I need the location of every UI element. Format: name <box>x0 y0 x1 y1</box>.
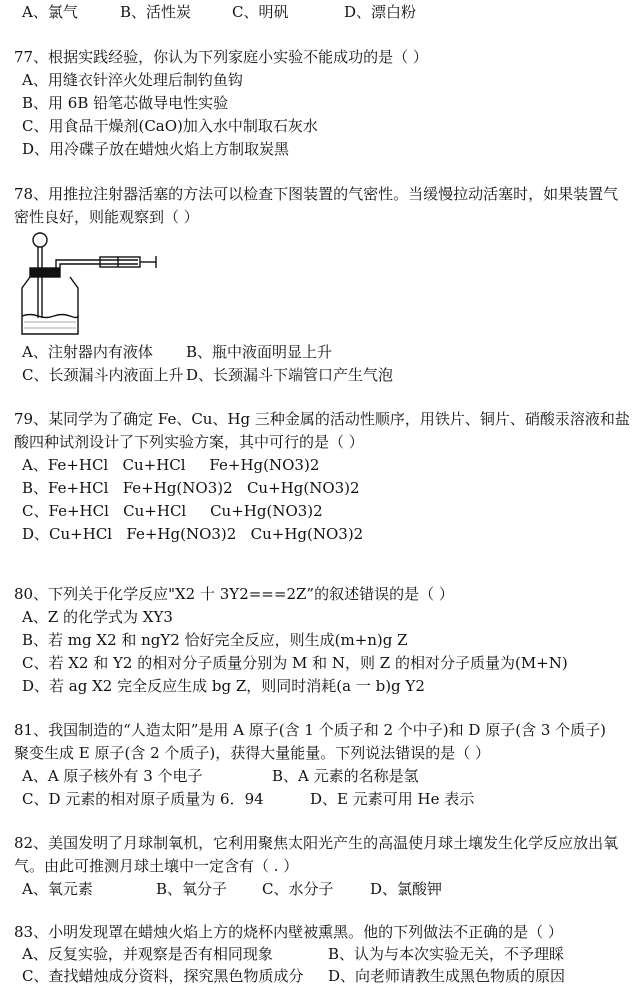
q82-option-d: D、氯酸钾 <box>370 880 443 898</box>
q83-option-b: B、认为与本次实验无关，不予理睬 <box>328 945 565 963</box>
apparatus-diagram <box>18 230 158 338</box>
q79-option-a: A、Fe+HCl Cu+HCl Fe+Hg(NO3)2 <box>22 456 320 474</box>
q80-stem: 80、下列关于化学反应"X2 十 3Y2===2Z”的叙述错误的是（ ） <box>14 585 454 603</box>
q79-option-c: C、Fe+HCl Cu+HCl Cu+Hg(NO3)2 <box>22 502 323 520</box>
q81-option-d: D、E 元素可用 He 表示 <box>310 790 475 808</box>
q82-options <box>22 879 442 899</box>
q78-options-row2 <box>22 365 393 385</box>
q82-stem-line1: 82、美国发明了月球制氧机，它利用聚焦太阳光产生的高温使月球土壤发生化学反应放出氧 <box>14 834 619 852</box>
q83-option-c: C、查找蜡烛成分资料，探究黑色物质成分 <box>22 967 304 985</box>
funnel-bulb <box>33 233 47 247</box>
q78-stem-line1: 78、用推拉注射器活塞的方法可以检查下图装置的气密性。当缓慢拉动活塞时，如果装置气 <box>14 185 619 203</box>
q82-option-b: B、氧分子 <box>156 880 228 898</box>
q81-stem-line2: 聚变生成 E 原子(含 2 个质子)，获得大量能量。下列说法错误的是（ ） <box>14 744 491 762</box>
q82-stem-line2: 气。由此可推测月球土壤中一定含有（ . ） <box>14 857 299 875</box>
q82-option-c: C、水分子 <box>262 880 334 898</box>
q83-option-a: A、反复实验，并观察是否有相同现象 <box>22 945 273 963</box>
q77-stem: 77、根据实践经验，你认为下列家庭小实验不能成功的是（ ） <box>14 48 428 66</box>
q81-options-row2 <box>22 789 474 809</box>
q81-option-b: B、A 元素的名称是氢 <box>272 767 419 785</box>
q83-options-row2 <box>22 966 565 986</box>
liquid-surface <box>22 315 78 318</box>
syringe-barrel <box>100 257 140 267</box>
q78-stem-line2: 密性良好，则能观察到（ ） <box>14 208 199 226</box>
q83-option-d: D、向老师请教生成黑色物质的原因 <box>328 967 566 985</box>
q79-option-b: B、Fe+HCl Fe+Hg(NO3)2 Cu+Hg(NO3)2 <box>22 479 360 497</box>
q76-option-d: D、漂白粉 <box>344 3 417 21</box>
q76-option-c: C、明矾 <box>232 3 289 21</box>
q78-options-row1 <box>22 342 332 362</box>
q81-stem-line1: 81、我国制造的“人造太阳”是用 A 原子(含 1 个质子和 2 个中子)和 D 原子(含 3 个质子) <box>14 721 607 739</box>
q83-options-row1 <box>22 944 564 964</box>
q76-option-b: B、活性炭 <box>120 3 192 21</box>
q76-option-a: A、氯气 <box>22 3 78 21</box>
q76-options <box>22 2 416 22</box>
q77-option-a: A、用缝衣针淬火处理后制钓鱼钩 <box>22 71 243 89</box>
q80-option-d: D、若 ag X2 完全反应生成 bg Z，则同时消耗(a 一 b)g Y2 <box>22 677 425 695</box>
q77-option-b: B、用 6B 铅笔芯做导电性实验 <box>22 94 229 112</box>
q80-option-c: C、若 X2 和 Y2 的相对分子质量分别为 M 和 N，则 Z 的相对分子质量为(M+N) <box>22 654 568 672</box>
q77-option-d: D、用冷碟子放在蜡烛火焰上方制取炭黑 <box>22 140 290 158</box>
q82-option-a: A、氧元素 <box>22 880 93 898</box>
q83-stem: 83、小明发现罩在蜡烛火焰上方的烧杯内壁被熏黑。他的下列做法不正确的是（ ） <box>14 923 563 941</box>
q78-option-c: C、长颈漏斗内液面上升 <box>22 366 184 384</box>
bottle <box>22 277 78 334</box>
q81-option-c: C、D 元素的相对原子质量为 6．94 <box>22 790 264 808</box>
q78-option-b: B、瓶中液面明显上升 <box>186 343 333 361</box>
q79-stem-line1: 79、某同学为了确定 Fe、Cu、Hg 三种金属的活动性顺序，用铁片、铜片、硝酸汞溶液和盐 <box>14 410 630 428</box>
stopper <box>30 268 60 277</box>
q81-options-row1 <box>22 766 419 786</box>
q78-option-a: A、注射器内有液体 <box>22 343 153 361</box>
q80-option-a: A、Z 的化学式为 XY3 <box>22 608 173 626</box>
q79-stem-line2: 酸四种试剂设计了下列实验方案，其中可行的是（ ） <box>14 433 364 451</box>
q81-option-a: A、A 原子核外有 3 个电子 <box>22 767 203 785</box>
q77-option-c: C、用食品干燥剂(CaO)加入水中制取石灰水 <box>22 117 318 135</box>
q79-option-d: D、Cu+HCl Fe+Hg(NO3)2 Cu+Hg(NO3)2 <box>22 525 364 543</box>
q80-option-b: B、若 mg X2 和 ngY2 恰好完全反应，则生成(m+n)g Z <box>22 631 408 649</box>
q78-option-d: D、长颈漏斗下端管口产生气泡 <box>186 366 394 384</box>
